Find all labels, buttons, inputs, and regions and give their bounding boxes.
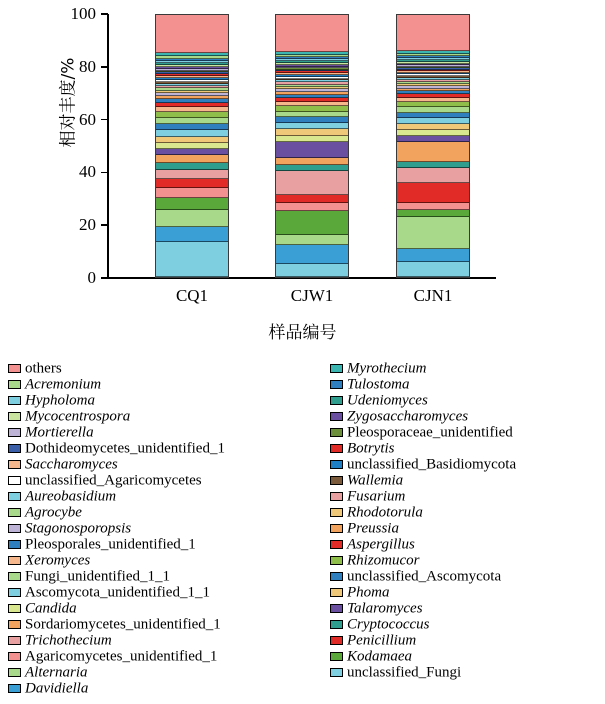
legend-swatch [330, 588, 343, 597]
legend-label: unclassified_Agaricomycetes [25, 472, 202, 489]
legend-swatch [8, 380, 21, 389]
legend-label: Fusarium [347, 488, 406, 505]
stacked-bar [275, 14, 349, 278]
bar-segment [397, 142, 469, 162]
legend-item [8, 440, 308, 456]
bar-segment [276, 171, 348, 195]
bar-segment [276, 142, 348, 158]
legend-swatch [8, 364, 21, 373]
bar-segment [397, 168, 469, 183]
legend-item [8, 360, 308, 376]
legend-swatch [330, 508, 343, 517]
legend-swatch [330, 428, 343, 437]
legend-label: Cryptococcus [347, 616, 430, 633]
legend-label: unclassified_Fungi [347, 664, 462, 681]
legend-swatch [330, 492, 343, 501]
legend-label: Penicillium [347, 632, 417, 649]
legend-item [330, 488, 605, 504]
bar-segment [276, 235, 348, 246]
legend-label: others [25, 360, 62, 377]
legend-item [330, 536, 605, 552]
legend-item [8, 616, 308, 632]
y-tick-label: 40 [79, 162, 96, 182]
legend-swatch [330, 396, 343, 405]
y-axis-line [107, 14, 109, 278]
y-tick-label: 20 [79, 215, 96, 235]
legend-label: Trichothecium [25, 632, 112, 649]
legend-item [8, 504, 308, 520]
legend-item [330, 520, 605, 536]
legend-swatch [330, 540, 343, 549]
bar-segment [156, 170, 228, 179]
legend-label: Candida [25, 600, 77, 617]
legend-item [8, 680, 308, 696]
legend-item [8, 472, 308, 488]
legend-label: unclassified_Basidiomycota [347, 456, 517, 473]
legend-item [330, 584, 605, 600]
legend-item [330, 504, 605, 520]
legend-label: Pleosporales_unidentified_1 [25, 536, 196, 553]
y-tick-mark [101, 224, 108, 226]
legend-swatch [8, 684, 21, 693]
bar-segment [276, 136, 348, 143]
legend-label: Acremonium [25, 376, 102, 393]
legend-label: Ascomycota_unidentified_1_1 [25, 584, 210, 601]
legend-label: Rhodotorula [347, 504, 423, 521]
legend-label: Rhizomucor [347, 552, 420, 569]
legend-column-left [8, 360, 308, 696]
bar-segment [397, 15, 469, 51]
legend-label: Phoma [347, 584, 390, 601]
legend-swatch [330, 556, 343, 565]
legend-label: Myrothecium [347, 360, 427, 377]
stacked-bar [396, 14, 470, 278]
bar-segment [397, 203, 469, 210]
legend-label: Stagonosporopsis [25, 520, 132, 537]
bar-segment [276, 203, 348, 211]
bar-segment [276, 158, 348, 165]
legend-label: Agrocybe [25, 504, 82, 521]
y-tick-mark [101, 119, 108, 121]
legend-item [330, 552, 605, 568]
y-tick-label: 80 [79, 56, 96, 76]
plot-area [0, 0, 605, 345]
legend-label: unclassified_Ascomycota [347, 568, 502, 585]
legend-item [330, 456, 605, 472]
bar-segment [276, 129, 348, 136]
bar-segment [276, 211, 348, 235]
legend-item [330, 376, 605, 392]
legend-label: Pleosporaceae_unidentified [347, 424, 513, 441]
legend-item [8, 456, 308, 472]
legend-swatch [8, 524, 21, 533]
legend-item [330, 616, 605, 632]
x-tick-label: CQ1 [175, 286, 209, 305]
legend-label: Botrytis [347, 440, 395, 457]
y-tick-mark [101, 277, 108, 279]
legend-item [8, 536, 308, 552]
legend-item [330, 600, 605, 616]
legend-label: Dothideomycetes_unidentified_1 [25, 440, 225, 457]
bar-segment [276, 195, 348, 203]
legend-label: Sordariomycetes_unidentified_1 [25, 616, 221, 633]
legend-swatch [8, 428, 21, 437]
legend-swatch [8, 508, 21, 517]
y-tick-mark [101, 172, 108, 174]
legend-swatch [330, 364, 343, 373]
legend-label: Udeniomyces [347, 392, 428, 409]
x-tick-label: CJW1 [290, 286, 334, 305]
legend-item [330, 360, 605, 376]
legend-item [330, 408, 605, 424]
legend-swatch [330, 380, 343, 389]
legend-label: Mortierella [25, 424, 94, 441]
legend-item [8, 568, 308, 584]
y-tick-label: 0 [87, 268, 96, 287]
legend-swatch [330, 524, 343, 533]
legend-swatch [8, 396, 21, 405]
legend-item [8, 408, 308, 424]
legend-swatch [330, 460, 343, 469]
y-tick-mark [101, 13, 108, 15]
legend-swatch [330, 572, 343, 581]
legend-swatch [330, 604, 343, 613]
legend-label: Tulostoma [347, 376, 410, 393]
legend-label: Hypholoma [25, 392, 95, 409]
y-tick-label: 60 [79, 109, 96, 129]
bar-segment [156, 227, 228, 242]
legend-item [8, 600, 308, 616]
legend-label: Aspergillus [347, 536, 415, 553]
bar-segment [397, 210, 469, 217]
legend-swatch [8, 556, 21, 565]
bar-segment [156, 163, 228, 171]
legend-item [8, 424, 308, 440]
legend-swatch [330, 444, 343, 453]
legend-item [8, 664, 308, 680]
legend-item [8, 632, 308, 648]
legend-swatch [8, 620, 21, 629]
legend-label: Fungi_unidentified_1_1 [25, 568, 170, 585]
legend-item [8, 392, 308, 408]
bar-segment [397, 183, 469, 203]
legend-item [330, 472, 605, 488]
legend-item [330, 664, 605, 680]
y-tick-label: 100 [70, 4, 96, 23]
legend-item [8, 488, 308, 504]
bar-segment [156, 210, 228, 226]
legend-label: Xeromyces [25, 552, 91, 569]
legend-label: Aureobasidium [25, 488, 117, 505]
bar-segment [156, 155, 228, 163]
stacked-bar [155, 14, 229, 278]
bar-segment [276, 15, 348, 52]
legend-swatch [8, 652, 21, 661]
y-axis-title: 相对丰度/% [58, 57, 79, 148]
legend-item [8, 648, 308, 664]
legend-label: Davidiella [25, 680, 89, 697]
legend-item [330, 424, 605, 440]
legend-item [8, 520, 308, 536]
bar-segment [156, 179, 228, 188]
legend-swatch [330, 476, 343, 485]
legend-swatch [8, 492, 21, 501]
legend-swatch [8, 668, 21, 677]
legend-label: Alternaria [25, 664, 88, 681]
legend-swatch [8, 460, 21, 469]
legend-item [8, 552, 308, 568]
legend [0, 360, 605, 704]
legend-swatch [8, 588, 21, 597]
legend-item [330, 568, 605, 584]
y-tick-mark [101, 66, 108, 68]
bar-segment [397, 217, 469, 249]
legend-swatch [8, 604, 21, 613]
legend-swatch [330, 412, 343, 421]
legend-item [8, 584, 308, 600]
legend-swatch [330, 636, 343, 645]
bar-segment [156, 242, 228, 277]
legend-swatch [8, 572, 21, 581]
bar-segment [276, 165, 348, 172]
legend-label: Wallemia [347, 472, 404, 489]
legend-swatch [8, 412, 21, 421]
legend-swatch [8, 476, 21, 485]
legend-label: Preussia [347, 520, 399, 537]
legend-label: Mycocentrospora [25, 408, 131, 425]
x-tick-label: CJN1 [413, 286, 453, 305]
bar-segment [276, 264, 348, 277]
legend-item [8, 376, 308, 392]
legend-swatch [330, 620, 343, 629]
bar-segment [156, 198, 228, 211]
legend-item [330, 632, 605, 648]
legend-item [330, 392, 605, 408]
bar-segment [276, 245, 348, 263]
bar-segment [156, 188, 228, 198]
legend-column-right [330, 360, 605, 680]
legend-swatch [330, 668, 343, 677]
legend-swatch [330, 652, 343, 661]
bar-segment [397, 249, 469, 261]
legend-swatch [8, 540, 21, 549]
x-axis-title: 样品编号 [268, 323, 337, 343]
legend-label: Saccharomyces [25, 456, 118, 473]
legend-label: Talaromyces [347, 600, 423, 617]
legend-label: Agaricomycetes_unidentified_1 [25, 648, 218, 665]
bar-segment [397, 262, 469, 277]
legend-label: Zygosaccharomyces [347, 408, 469, 425]
legend-label: Kodamaea [347, 648, 412, 665]
legend-swatch [8, 444, 21, 453]
bar-segment [156, 15, 228, 53]
legend-swatch [8, 636, 21, 645]
legend-item [330, 648, 605, 664]
legend-item [330, 440, 605, 456]
